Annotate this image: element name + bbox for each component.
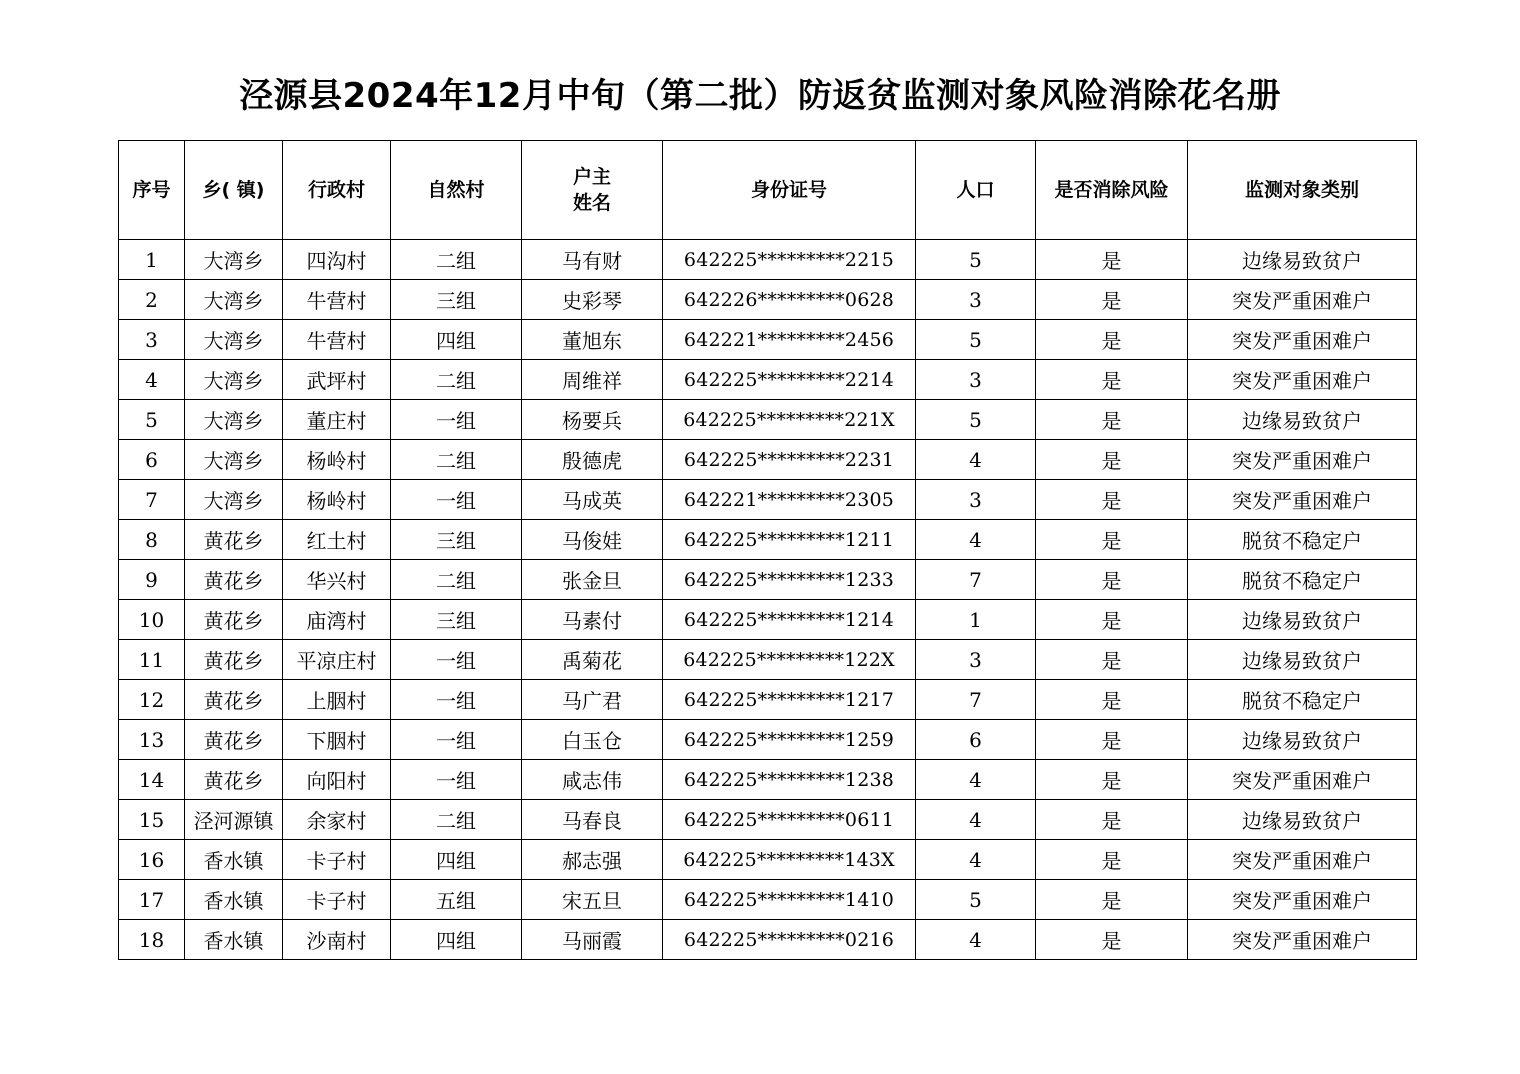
cell-index: 13 — [119, 720, 185, 760]
cell-natural-village: 四组 — [391, 840, 522, 880]
cell-natural-village: 一组 — [391, 680, 522, 720]
cell-householder: 杨要兵 — [522, 400, 663, 440]
cell-index: 8 — [119, 520, 185, 560]
cell-admin-village: 牛营村 — [283, 320, 391, 360]
table-row — [119, 680, 1417, 720]
cell-risk-eliminated: 是 — [1036, 520, 1188, 560]
cell-township: 大湾乡 — [185, 440, 283, 480]
cell-admin-village: 杨岭村 — [283, 440, 391, 480]
cell-risk-eliminated: 是 — [1036, 280, 1188, 320]
cell-admin-village: 平凉庄村 — [283, 640, 391, 680]
cell-householder: 马丽霞 — [522, 920, 663, 960]
cell-id-number: 642225*********1217 — [663, 680, 916, 720]
cell-admin-village: 下胭村 — [283, 720, 391, 760]
cell-township: 大湾乡 — [185, 280, 283, 320]
table-row — [119, 880, 1417, 920]
cell-id-number: 642225*********2215 — [663, 240, 916, 280]
cell-township: 大湾乡 — [185, 480, 283, 520]
cell-township: 香水镇 — [185, 920, 283, 960]
cell-householder: 宋五旦 — [522, 880, 663, 920]
cell-natural-village: 二组 — [391, 240, 522, 280]
cell-natural-village: 三组 — [391, 600, 522, 640]
cell-natural-village: 四组 — [391, 320, 522, 360]
cell-natural-village: 一组 — [391, 720, 522, 760]
cell-index: 11 — [119, 640, 185, 680]
cell-natural-village: 三组 — [391, 520, 522, 560]
cell-admin-village: 上胭村 — [283, 680, 391, 720]
cell-risk-eliminated: 是 — [1036, 320, 1188, 360]
cell-population: 3 — [916, 360, 1036, 400]
cell-category: 突发严重困难户 — [1188, 760, 1417, 800]
cell-population: 7 — [916, 680, 1036, 720]
cell-township: 黄花乡 — [185, 680, 283, 720]
cell-id-number: 642221*********2456 — [663, 320, 916, 360]
cell-population: 4 — [916, 440, 1036, 480]
cell-index: 14 — [119, 760, 185, 800]
header-risk-eliminated: 是否消除风险 — [1036, 141, 1188, 240]
cell-id-number: 642225*********2214 — [663, 360, 916, 400]
cell-householder: 董旭东 — [522, 320, 663, 360]
cell-admin-village: 杨岭村 — [283, 480, 391, 520]
cell-risk-eliminated: 是 — [1036, 440, 1188, 480]
cell-population: 4 — [916, 800, 1036, 840]
cell-id-number: 642225*********1211 — [663, 520, 916, 560]
cell-township: 黄花乡 — [185, 520, 283, 560]
table-row — [119, 600, 1417, 640]
cell-category: 边缘易致贫户 — [1188, 600, 1417, 640]
cell-risk-eliminated: 是 — [1036, 360, 1188, 400]
cell-admin-village: 董庄村 — [283, 400, 391, 440]
cell-index: 4 — [119, 360, 185, 400]
cell-population: 5 — [916, 240, 1036, 280]
cell-category: 突发严重困难户 — [1188, 840, 1417, 880]
cell-householder: 张金旦 — [522, 560, 663, 600]
table-row — [119, 480, 1417, 520]
cell-admin-village: 庙湾村 — [283, 600, 391, 640]
cell-id-number: 642225*********143X — [663, 840, 916, 880]
cell-householder: 郝志强 — [522, 840, 663, 880]
cell-householder: 马成英 — [522, 480, 663, 520]
table-body — [119, 240, 1417, 960]
cell-householder: 马俊娃 — [522, 520, 663, 560]
cell-index: 10 — [119, 600, 185, 640]
cell-risk-eliminated: 是 — [1036, 920, 1188, 960]
cell-category: 突发严重困难户 — [1188, 280, 1417, 320]
cell-population: 5 — [916, 320, 1036, 360]
cell-index: 16 — [119, 840, 185, 880]
cell-id-number: 642225*********1238 — [663, 760, 916, 800]
cell-index: 7 — [119, 480, 185, 520]
cell-category: 突发严重困难户 — [1188, 360, 1417, 400]
header-householder-label: 户主 姓名 — [572, 166, 611, 214]
cell-population: 1 — [916, 600, 1036, 640]
cell-id-number: 642225*********1410 — [663, 880, 916, 920]
cell-id-number: 642225*********0216 — [663, 920, 916, 960]
cell-id-number: 642225*********221X — [663, 400, 916, 440]
cell-population: 7 — [916, 560, 1036, 600]
cell-population: 3 — [916, 480, 1036, 520]
cell-population: 3 — [916, 640, 1036, 680]
cell-risk-eliminated: 是 — [1036, 480, 1188, 520]
cell-population: 3 — [916, 280, 1036, 320]
cell-risk-eliminated: 是 — [1036, 840, 1188, 880]
cell-householder: 马素付 — [522, 600, 663, 640]
cell-natural-village: 一组 — [391, 760, 522, 800]
cell-index: 17 — [119, 880, 185, 920]
cell-natural-village: 二组 — [391, 800, 522, 840]
cell-admin-village: 向阳村 — [283, 760, 391, 800]
table-row — [119, 720, 1417, 760]
cell-population: 4 — [916, 520, 1036, 560]
cell-householder: 周维祥 — [522, 360, 663, 400]
table-row — [119, 560, 1417, 600]
cell-township: 大湾乡 — [185, 400, 283, 440]
cell-index: 5 — [119, 400, 185, 440]
cell-risk-eliminated: 是 — [1036, 680, 1188, 720]
cell-natural-village: 一组 — [391, 400, 522, 440]
cell-township: 黄花乡 — [185, 640, 283, 680]
cell-natural-village: 二组 — [391, 560, 522, 600]
cell-index: 3 — [119, 320, 185, 360]
cell-admin-village: 牛营村 — [283, 280, 391, 320]
cell-category: 边缘易致贫户 — [1188, 240, 1417, 280]
cell-risk-eliminated: 是 — [1036, 400, 1188, 440]
cell-id-number: 642221*********2305 — [663, 480, 916, 520]
cell-id-number: 642225*********1259 — [663, 720, 916, 760]
table-row — [119, 760, 1417, 800]
cell-township: 大湾乡 — [185, 360, 283, 400]
cell-category: 边缘易致贫户 — [1188, 400, 1417, 440]
table-row — [119, 920, 1417, 960]
cell-category: 突发严重困难户 — [1188, 920, 1417, 960]
cell-index: 18 — [119, 920, 185, 960]
cell-householder: 殷德虎 — [522, 440, 663, 480]
cell-population: 5 — [916, 400, 1036, 440]
cell-risk-eliminated: 是 — [1036, 560, 1188, 600]
cell-township: 大湾乡 — [185, 240, 283, 280]
cell-risk-eliminated: 是 — [1036, 640, 1188, 680]
cell-householder: 马广君 — [522, 680, 663, 720]
cell-category: 突发严重困难户 — [1188, 480, 1417, 520]
cell-risk-eliminated: 是 — [1036, 800, 1188, 840]
cell-householder: 咸志伟 — [522, 760, 663, 800]
cell-id-number: 642225*********0611 — [663, 800, 916, 840]
table-row — [119, 360, 1417, 400]
table-row — [119, 240, 1417, 280]
cell-admin-village: 华兴村 — [283, 560, 391, 600]
cell-index: 1 — [119, 240, 185, 280]
cell-risk-eliminated: 是 — [1036, 240, 1188, 280]
cell-township: 黄花乡 — [185, 600, 283, 640]
cell-township: 香水镇 — [185, 840, 283, 880]
cell-category: 边缘易致贫户 — [1188, 800, 1417, 840]
cell-householder: 马春良 — [522, 800, 663, 840]
cell-township: 黄花乡 — [185, 560, 283, 600]
cell-householder: 禹菊花 — [522, 640, 663, 680]
cell-admin-village: 卡子村 — [283, 840, 391, 880]
cell-township: 泾河源镇 — [185, 800, 283, 840]
table-row — [119, 440, 1417, 480]
cell-index: 2 — [119, 280, 185, 320]
cell-index: 12 — [119, 680, 185, 720]
table-header-row — [119, 141, 1417, 240]
cell-natural-village: 四组 — [391, 920, 522, 960]
cell-township: 黄花乡 — [185, 760, 283, 800]
cell-natural-village: 一组 — [391, 640, 522, 680]
cell-category: 边缘易致贫户 — [1188, 640, 1417, 680]
table-row — [119, 640, 1417, 680]
cell-population: 5 — [916, 880, 1036, 920]
cell-natural-village: 二组 — [391, 440, 522, 480]
table-row — [119, 320, 1417, 360]
cell-index: 9 — [119, 560, 185, 600]
cell-admin-village: 武坪村 — [283, 360, 391, 400]
cell-township: 黄花乡 — [185, 720, 283, 760]
cell-natural-village: 五组 — [391, 880, 522, 920]
cell-natural-village: 二组 — [391, 360, 522, 400]
cell-population: 4 — [916, 760, 1036, 800]
cell-admin-village: 卡子村 — [283, 880, 391, 920]
cell-admin-village: 四沟村 — [283, 240, 391, 280]
cell-risk-eliminated: 是 — [1036, 760, 1188, 800]
roster-table — [118, 140, 1417, 960]
cell-householder: 史彩琴 — [522, 280, 663, 320]
header-population: 人口 — [916, 141, 1036, 240]
header-index: 序号 — [119, 141, 185, 240]
cell-category: 脱贫不稳定户 — [1188, 560, 1417, 600]
cell-id-number: 642225*********1233 — [663, 560, 916, 600]
header-township: 乡( 镇) — [185, 141, 283, 240]
cell-risk-eliminated: 是 — [1036, 720, 1188, 760]
header-householder — [522, 141, 663, 240]
cell-category: 突发严重困难户 — [1188, 320, 1417, 360]
cell-admin-village: 余家村 — [283, 800, 391, 840]
cell-admin-village: 红土村 — [283, 520, 391, 560]
table-row — [119, 840, 1417, 880]
cell-category: 脱贫不稳定户 — [1188, 680, 1417, 720]
cell-natural-village: 三组 — [391, 280, 522, 320]
header-id-number: 身份证号 — [663, 141, 916, 240]
cell-risk-eliminated: 是 — [1036, 600, 1188, 640]
cell-category: 边缘易致贫户 — [1188, 720, 1417, 760]
cell-category: 突发严重困难户 — [1188, 440, 1417, 480]
table-row — [119, 520, 1417, 560]
document-title: 泾源县2024年12月中旬（第二批）防返贫监测对象风险消除花名册 — [239, 76, 1281, 116]
header-admin-village: 行政村 — [283, 141, 391, 240]
cell-natural-village: 一组 — [391, 480, 522, 520]
cell-householder: 白玉仓 — [522, 720, 663, 760]
cell-id-number: 642226*********0628 — [663, 280, 916, 320]
cell-admin-village: 沙南村 — [283, 920, 391, 960]
cell-township: 香水镇 — [185, 880, 283, 920]
cell-risk-eliminated: 是 — [1036, 880, 1188, 920]
cell-index: 15 — [119, 800, 185, 840]
table-row — [119, 400, 1417, 440]
cell-id-number: 642225*********122X — [663, 640, 916, 680]
table-row — [119, 800, 1417, 840]
cell-index: 6 — [119, 440, 185, 480]
cell-category: 脱贫不稳定户 — [1188, 520, 1417, 560]
cell-householder: 马有财 — [522, 240, 663, 280]
header-natural-village: 自然村 — [391, 141, 522, 240]
cell-population: 4 — [916, 840, 1036, 880]
cell-population: 6 — [916, 720, 1036, 760]
cell-id-number: 642225*********2231 — [663, 440, 916, 480]
cell-id-number: 642225*********1214 — [663, 600, 916, 640]
table-row — [119, 280, 1417, 320]
cell-population: 4 — [916, 920, 1036, 960]
cell-category: 突发严重困难户 — [1188, 880, 1417, 920]
cell-township: 大湾乡 — [185, 320, 283, 360]
header-category: 监测对象类别 — [1188, 141, 1417, 240]
